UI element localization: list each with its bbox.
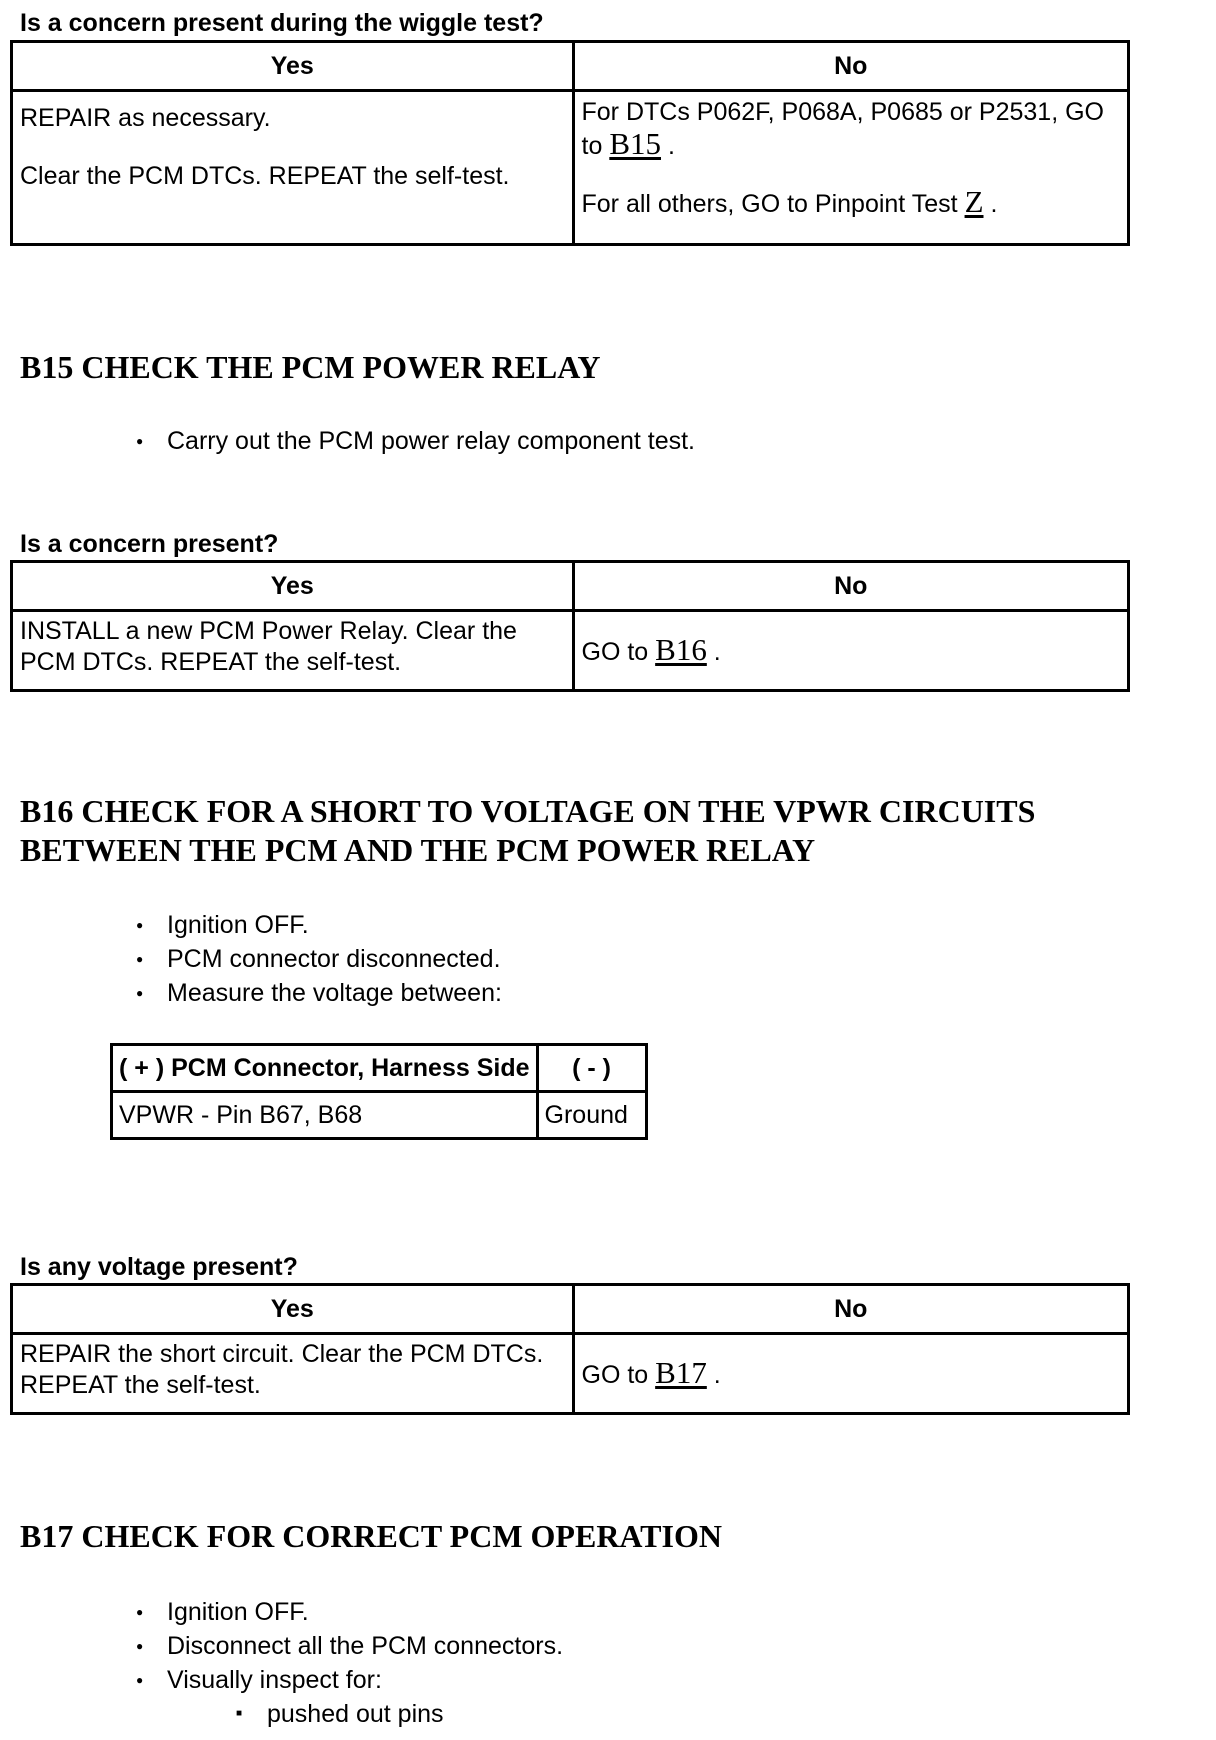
- b15-heading: B15 CHECK THE PCM POWER RELAY: [20, 349, 601, 385]
- b17-bullets: [0, 1595, 1100, 1697]
- wiggle-no-text1: For DTCs P062F, P068A, P0685 or P2531, GO to: [581, 98, 1104, 160]
- b16-bullets: [0, 908, 1100, 1010]
- b16-no-header: No: [573, 1285, 1129, 1334]
- list-item: ● Visually inspect for:: [0, 1663, 1100, 1697]
- list-item: ● Ignition OFF.: [0, 1595, 1100, 1629]
- b15-table: [10, 560, 1130, 692]
- wiggle-no-header: No: [573, 42, 1129, 91]
- wiggle-yes-line2: Clear the PCM DTCs. REPEAT the self-test.: [20, 162, 510, 190]
- wiggle-yes-cell: [12, 91, 574, 245]
- list-item: ● Carry out the PCM power relay component test.: [0, 424, 1100, 458]
- b16-question: Is any voltage present?: [20, 1253, 298, 1281]
- b16-yes-header: Yes: [12, 1285, 574, 1334]
- b15-yes-header: Yes: [12, 562, 574, 611]
- b16-heading: B16 CHECK FOR A SHORT TO VOLTAGE ON THE VPWR CIRCUITS BETWEEN THE PCM AND THE PCM POWER RELAY: [20, 793, 1036, 868]
- measure-col1-value: VPWR - Pin B67, B68: [112, 1092, 538, 1139]
- b15-no-cell: GO to B16 .: [573, 611, 1129, 691]
- wiggle-no-cell: [573, 91, 1129, 245]
- list-item: ● PCM connector disconnected.: [0, 942, 1100, 976]
- measure-col2-header: ( - ): [537, 1045, 646, 1092]
- link-b15[interactable]: B15: [609, 126, 661, 161]
- wiggle-no-line1: For DTCs P062F, P068A, P0685 or P2531, GO to B15 .: [581, 98, 1104, 161]
- b16-table: [10, 1283, 1130, 1415]
- list-item: ● Ignition OFF.: [0, 908, 1100, 942]
- wiggle-yes-header: Yes: [12, 42, 574, 91]
- measure-col2-value: Ground: [537, 1092, 646, 1139]
- wiggle-yes-line1: REPAIR as necessary.: [20, 104, 271, 132]
- list-item: ● Measure the voltage between:: [0, 976, 1100, 1010]
- b17-sub-bullets: [0, 1697, 1100, 1731]
- wiggle-no-text2: For all others, GO to Pinpoint Test: [581, 190, 958, 218]
- wiggle-question: Is a concern present during the wiggle test?: [20, 9, 544, 37]
- list-item: ● Disconnect all the PCM connectors.: [0, 1629, 1100, 1663]
- list-item: ■ pushed out pins: [0, 1697, 1100, 1731]
- b16-yes-cell: REPAIR the short circuit. Clear the PCM DTCs. REPEAT the self-test.: [12, 1334, 574, 1414]
- b17-heading: B17 CHECK FOR CORRECT PCM OPERATION: [20, 1518, 722, 1554]
- wiggle-no-line2: For all others, GO to Pinpoint Test Z .: [581, 184, 998, 219]
- b15-no-text: GO to: [581, 637, 649, 666]
- wiggle-table: [10, 40, 1130, 246]
- b16-measure-table: [110, 1043, 648, 1140]
- b15-bullets: [0, 424, 1100, 458]
- b15-no-header: No: [573, 562, 1129, 611]
- b15-question: Is a concern present?: [20, 530, 279, 558]
- link-b16[interactable]: B16: [655, 631, 707, 667]
- b15-yes-cell: INSTALL a new PCM Power Relay. Clear the PCM DTCs. REPEAT the self-test.: [12, 611, 574, 691]
- link-pinpoint-z[interactable]: Z: [964, 184, 984, 219]
- measure-col1-header: ( + ) PCM Connector, Harness Side: [112, 1045, 538, 1092]
- b16-no-text: GO to: [581, 1360, 649, 1389]
- b16-no-cell: GO to B17 .: [573, 1334, 1129, 1414]
- link-b17[interactable]: B17: [655, 1354, 707, 1390]
